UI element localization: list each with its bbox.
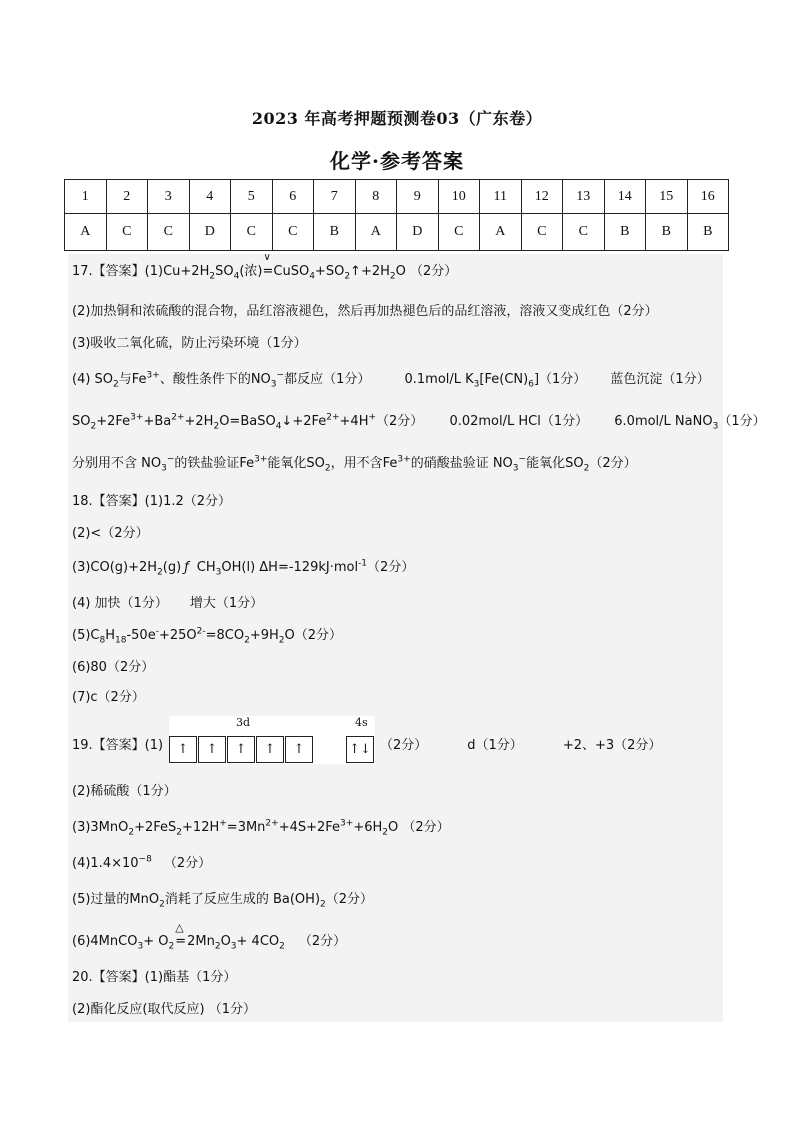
sup: 2+ (265, 818, 279, 829)
text: (4) 加快（1分） (72, 596, 168, 611)
sub: 2 (389, 271, 396, 282)
sub: 2 (213, 421, 220, 432)
q19-line-5 (72, 888, 373, 910)
sup: -1 (358, 558, 368, 569)
text: (6)4MnCO (72, 934, 138, 949)
answer-letter-cell: C (231, 214, 273, 251)
sub: 3 (137, 941, 144, 952)
question-number-cell: 7 (314, 180, 356, 214)
text: （2分） (325, 892, 374, 907)
question-number-cell: 4 (189, 180, 231, 214)
sup: 3+ (340, 818, 354, 829)
text: 19.【答案】(1) (72, 738, 164, 753)
sup: 2+ (171, 412, 185, 423)
text: CH (196, 560, 216, 575)
orbital-3d-box (198, 736, 226, 763)
text: +Ba (143, 414, 172, 429)
sub: 3 (161, 463, 167, 474)
q17-line-1 (72, 252, 458, 282)
question-number-cell: 6 (272, 180, 314, 214)
orbital-3d-box (227, 736, 255, 763)
text: （2分） (163, 856, 212, 871)
text: 2Mn (187, 934, 215, 949)
answer-letter-cell: C (563, 214, 605, 251)
sup: + (219, 818, 227, 829)
question-number-cell: 2 (106, 180, 148, 214)
text: 能氧化SO (267, 456, 325, 471)
text: +SO (314, 264, 345, 279)
text: O （2分） (388, 820, 450, 835)
sub: 3 (712, 421, 719, 432)
question-number-cell: 5 (231, 180, 273, 214)
heat-mark: ∨ (263, 252, 271, 263)
answer-letter-cell: A (65, 214, 107, 251)
heat-equals: ∨ = (262, 252, 274, 279)
question-number-cell: 15 (646, 180, 688, 214)
sub: 4 (309, 271, 315, 282)
sub: 8 (99, 635, 106, 646)
answer-table-numbers-row (65, 180, 729, 214)
answer-letter-cell: A (355, 214, 397, 251)
text: (4) SO (72, 372, 114, 387)
sub: 3 (230, 941, 237, 952)
text: + 4CO (236, 934, 280, 949)
q18-line-2: (2)<（2分） (72, 526, 149, 541)
answer-table-answers-row (65, 214, 729, 251)
sub: 2 (278, 635, 285, 646)
text: 都反应（1分） (284, 372, 371, 387)
text: 6.0mol/L NaNO (614, 414, 713, 429)
question-number-cell: 9 (397, 180, 439, 214)
text: （2分） (376, 414, 424, 429)
answer-letter-cell: C (438, 214, 480, 251)
text: +2H (184, 414, 214, 429)
orbital-4s-label: 4s (355, 716, 368, 729)
text: （2分） (380, 738, 428, 753)
answers-body (68, 252, 766, 1022)
text: (浓) (239, 264, 263, 279)
sub: 4 (275, 421, 282, 432)
text: ，用不含Fe (330, 456, 398, 471)
q17-line-6 (72, 452, 637, 474)
answer-letter-cell: D (189, 214, 231, 251)
text: (g) (162, 560, 182, 575)
text: 17.【答案】(1)Cu+2H (72, 264, 210, 279)
text: 分别用不含 NO (72, 456, 162, 471)
text: SO (215, 264, 234, 279)
sup: 2- (196, 626, 206, 637)
text: 0.02mol/L HCl（1分） (449, 414, 589, 429)
text: (3)CO(g)+2H (72, 560, 158, 575)
sub: 3 (512, 463, 519, 474)
sub: 2 (324, 463, 331, 474)
text: 与Fe (118, 372, 147, 387)
q18-line-6: (6)80（2分） (72, 660, 155, 675)
sub: 18 (115, 635, 127, 646)
delta-mark: △ (175, 921, 184, 934)
text: （2分） (298, 934, 347, 949)
text: 能氧化SO (526, 456, 584, 471)
text: [Fe(CN) (479, 372, 529, 387)
answer-letter-cell: C (272, 214, 314, 251)
sup: + (368, 412, 377, 423)
answer-letter-cell: C (148, 214, 190, 251)
sup: 3+ (397, 454, 411, 465)
q18-line-5 (72, 624, 342, 646)
text: (5)过量的MnO (72, 892, 160, 907)
q19-line-3 (72, 816, 450, 838)
q17-line-2: (2)加热铜和浓硫酸的混合物，品红溶液褪色，然后再加热褪色后的品红溶液，溶液又变成红色（2分） (72, 304, 658, 319)
sup: − (518, 454, 527, 465)
q18-line-1: 18.【答案】(1)1.2（2分） (72, 494, 232, 509)
orbital-3d-box (169, 736, 197, 763)
sup: 3+ (254, 454, 268, 465)
answer-table (64, 179, 729, 251)
q19-line-1 (72, 734, 163, 753)
text: 消耗了反应生成的 Ba(OH) (164, 892, 321, 907)
q19-line-1-scores (380, 734, 661, 753)
sub: 2 (128, 827, 135, 838)
text: O（2分） (284, 628, 343, 643)
text: + O (143, 934, 169, 949)
sub: 2 (382, 827, 389, 838)
text: 增大（1分） (189, 596, 264, 611)
answer-letter-cell: B (687, 214, 729, 251)
answer-letter-cell: D (397, 214, 439, 251)
text: +2FeS (134, 820, 177, 835)
text: （1分） (718, 414, 766, 429)
question-number-cell: 3 (148, 180, 190, 214)
text: （2分） (367, 560, 415, 575)
delta-equals: △ = (175, 921, 187, 949)
sub: 3 (215, 567, 222, 578)
up-arrow-icon: ↑ (177, 742, 189, 757)
q19-line-6 (72, 921, 347, 952)
text: ↑+2H (350, 264, 390, 279)
page-title: 2023 年高考押题预测卷03（广东卷） (251, 109, 543, 128)
sup: - (155, 626, 159, 637)
question-number-cell: 8 (355, 180, 397, 214)
sub: 2 (244, 635, 250, 646)
sub: 2 (159, 899, 165, 910)
q18-line-7: (7)c（2分） (72, 690, 145, 705)
text: (4)1.4×10 (72, 856, 139, 871)
page-subtitle: 化学·参考答案 (330, 149, 464, 173)
orbital-3d-label: 3d (236, 716, 251, 729)
sub: 2 (90, 421, 97, 432)
sub: 2 (168, 941, 175, 952)
q17-line-5 (72, 410, 766, 432)
question-number-cell: 10 (438, 180, 480, 214)
text: H (105, 628, 116, 643)
text: +2、+3（2分） (562, 738, 662, 753)
sup: − (276, 370, 285, 381)
text: +9H (249, 628, 279, 643)
sub: 4 (233, 271, 240, 282)
text: +2Fe (96, 414, 131, 429)
answer-letter-cell: B (604, 214, 646, 251)
answer-letter-cell: A (480, 214, 522, 251)
q20-line-1: 20.【答案】(1)酯基（1分） (72, 970, 237, 985)
sub: 6 (528, 379, 534, 390)
text: ]（1分） (533, 372, 587, 387)
q18-line-4 (72, 592, 263, 611)
sup: 3+ (146, 370, 160, 381)
question-number-cell: 1 (65, 180, 107, 214)
sub: 2 (583, 463, 590, 474)
question-number-cell: 12 (521, 180, 563, 214)
text: -50e (126, 628, 156, 643)
up-arrow-icon: ↑ (293, 742, 305, 757)
q19-line-2: (2)稀硫酸（1分） (72, 784, 177, 799)
text: =3Mn (226, 820, 266, 835)
sub: 2 (214, 941, 221, 952)
text: 蓝色沉淀（1分） (610, 372, 710, 387)
sub: 2 (157, 567, 163, 578)
text: （2分） (589, 456, 637, 471)
text: SO (72, 414, 91, 429)
text: +4S+2Fe (278, 820, 341, 835)
question-number-cell: 14 (604, 180, 646, 214)
orbital-3d-box (285, 736, 313, 763)
sup: − (166, 454, 175, 465)
answer-letter-cell: B (646, 214, 688, 251)
sup: −8 (138, 854, 152, 865)
text: 的铁盐验证Fe (174, 456, 255, 471)
text: =8CO (205, 628, 245, 643)
q18-line-3 (72, 556, 414, 578)
q19-line-4 (72, 852, 211, 871)
text: +12H (182, 820, 220, 835)
text: +25O (158, 628, 197, 643)
sub: 2 (320, 899, 326, 910)
electron-orbital-diagram (169, 716, 375, 764)
question-number-cell: 11 (480, 180, 522, 214)
text: (5)C (72, 628, 100, 643)
sub: 3 (473, 379, 480, 390)
orbital-4s-box (346, 736, 374, 763)
up-arrow-icon: ↑ (264, 742, 276, 757)
text: (3)3MnO (72, 820, 129, 835)
sub: 2 (279, 941, 285, 952)
text: O=BaSO (219, 414, 276, 429)
text: ↓+2Fe (281, 414, 327, 429)
sub: 3 (270, 379, 277, 390)
q17-line-3: (3)吸收二氧化硫，防止污染环境（1分） (72, 336, 307, 351)
sub: 2 (344, 271, 351, 282)
orbital-3d-box (256, 736, 284, 763)
text: OH(l) ΔH=-129kJ·mol (221, 560, 359, 575)
q20-line-2: (2)酯化反应(取代反应) （1分） (72, 1002, 256, 1017)
sub: 2 (209, 271, 216, 282)
answer-letter-cell: C (106, 214, 148, 251)
answer-letter-cell: B (314, 214, 356, 251)
text: O (220, 934, 231, 949)
text: 0.1mol/L K (404, 372, 474, 387)
text: 的硝酸盐验证 NO (410, 456, 513, 471)
sup: 3+ (130, 412, 144, 423)
sub: 2 (113, 379, 119, 390)
text: CuSO (273, 264, 310, 279)
question-number-cell: 16 (687, 180, 729, 214)
sup: 2+ (326, 412, 340, 423)
up-arrow-icon: ↑ (235, 742, 247, 757)
text: d（1分） (467, 738, 523, 753)
up-arrow-icon: ↑ (206, 742, 218, 757)
text: O （2分） (395, 264, 458, 279)
text: +6H (353, 820, 383, 835)
question-number-cell: 13 (563, 180, 605, 214)
answer-letter-cell: C (521, 214, 563, 251)
sub: 2 (176, 827, 183, 838)
text: 、酸性条件下的NO (159, 372, 271, 387)
q17-line-4 (72, 368, 710, 390)
text: +4H (339, 414, 369, 429)
paired-arrows-icon: ↑↓ (349, 742, 371, 757)
equilibrium-mark: ƒ (184, 560, 189, 575)
